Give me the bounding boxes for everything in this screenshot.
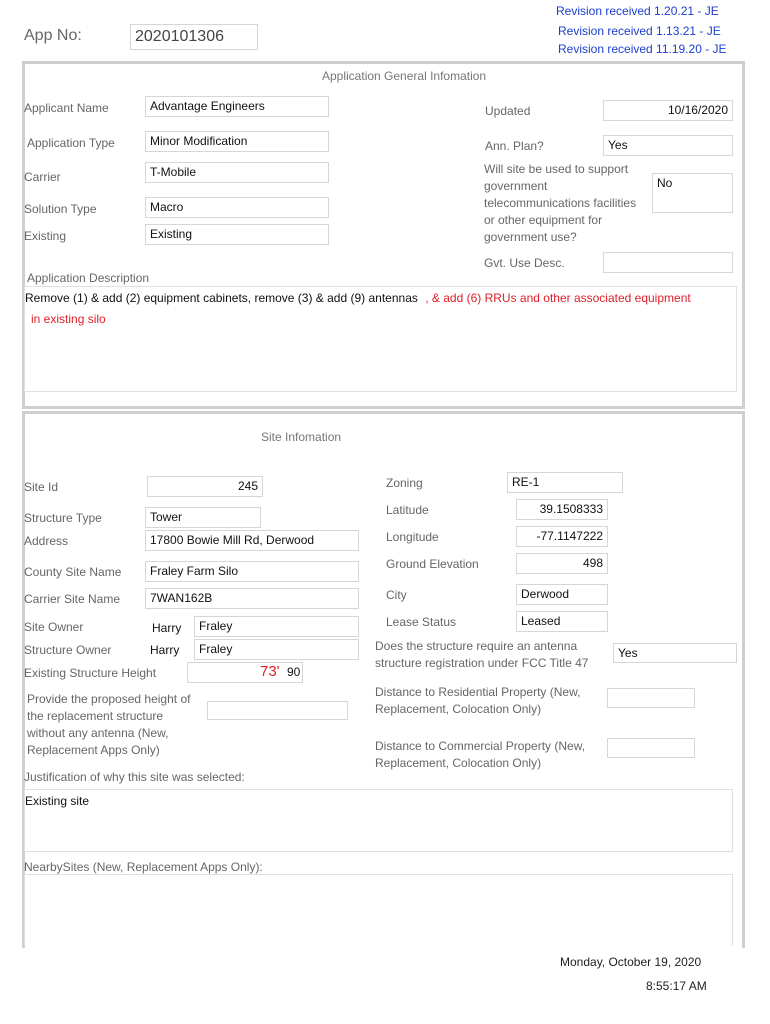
proposed-height-label: Provide the proposed height of the replacement structure without any antenna (New, Replacement Apps Only)	[27, 692, 191, 757]
existing-field[interactable]: Existing	[145, 224, 329, 245]
county-site-name-label: County Site Name	[24, 565, 122, 579]
zoning-label: Zoning	[386, 476, 423, 490]
city-label: City	[386, 588, 407, 602]
gvt-use-desc-label: Gvt. Use Desc.	[484, 256, 565, 270]
app-no-field[interactable]: 2020101306	[130, 24, 258, 50]
city-field[interactable]: Derwood	[516, 584, 608, 605]
carrier-site-name-field[interactable]: 7WAN162B	[145, 588, 359, 609]
applicant-name-label: Applicant Name	[24, 101, 109, 115]
structure-owner-handwritten: Harry	[150, 643, 180, 657]
solution-type-field[interactable]: Macro	[145, 197, 329, 218]
description-field[interactable]	[24, 286, 737, 392]
description-handwritten-addition-2: in existing silo	[31, 312, 106, 326]
application-type-label: Application Type	[27, 136, 115, 150]
revision-note-1: Revision received 1.20.21 - JE	[556, 4, 719, 18]
revision-note-3: Revision received 11.19.20 - JE	[558, 42, 727, 56]
updated-label: Updated	[485, 104, 531, 118]
fcc-registration-label: Does the structure require an antenna structure registration under FCC Title 47	[375, 639, 589, 670]
solution-type-label: Solution Type	[24, 202, 97, 216]
structure-type-label: Structure Type	[24, 511, 102, 525]
structure-owner-field[interactable]: Fraley	[194, 639, 359, 660]
footer-time: 8:55:17 AM	[646, 979, 707, 993]
lease-status-field[interactable]: Leased	[516, 611, 608, 632]
longitude-field[interactable]: -77.1147222	[516, 526, 608, 547]
lease-status-label: Lease Status	[386, 615, 457, 629]
address-label: Address	[24, 534, 69, 548]
justification-label: Justification of why this site was selected:	[24, 770, 245, 784]
footer-date: Monday, October 19, 2020	[560, 955, 702, 969]
site-id-label: Site Id	[24, 480, 59, 494]
existing-height-field[interactable]: 90	[187, 662, 303, 683]
nearby-sites-field[interactable]	[24, 874, 733, 946]
existing-label: Existing	[24, 229, 67, 243]
updated-field[interactable]: 10/16/2020	[603, 100, 733, 121]
latitude-label: Latitude	[386, 503, 429, 517]
description-label: Application Description	[27, 271, 150, 285]
applicant-name-field[interactable]: Advantage Engineers	[145, 96, 329, 117]
structure-owner-label: Structure Owner	[24, 643, 112, 657]
gov-use-label: Will site be used to support government telecommunications facilities or other equipment for government use?	[484, 162, 637, 244]
address-field[interactable]: 17800 Bowie Mill Rd, Derwood	[145, 530, 359, 551]
dist-commercial-field[interactable]	[607, 738, 695, 758]
site-owner-field[interactable]: Fraley	[194, 616, 359, 637]
existing-height-label: Existing Structure Height	[24, 666, 157, 680]
carrier-label: Carrier	[24, 170, 61, 184]
general-info-title: Application General Infomation	[322, 69, 487, 83]
app-no-label: App No:	[24, 27, 82, 44]
ann-plan-field[interactable]: Yes	[603, 135, 733, 156]
ground-elevation-field[interactable]: 498	[516, 553, 608, 574]
gvt-use-desc-field[interactable]	[603, 252, 733, 273]
structure-type-field[interactable]: Tower	[145, 507, 261, 528]
description-text: Remove (1) & add (2) equipment cabinets, remove (3) & add (9) antennas	[25, 291, 418, 305]
existing-height-handwritten: 73'	[260, 663, 280, 680]
dist-commercial-label: Distance to Commercial Property (New, Replacement, Colocation Only)	[375, 739, 586, 770]
site-id-field[interactable]: 245	[147, 476, 263, 497]
site-owner-handwritten: Harry	[152, 621, 182, 635]
zoning-field[interactable]: RE-1	[507, 472, 623, 493]
description-handwritten-addition: , & add (6) RRUs and other associated equipment	[425, 291, 691, 305]
site-info-title: Site Infomation	[261, 430, 342, 444]
ground-elevation-label: Ground Elevation	[386, 557, 479, 571]
dist-residential-label: Distance to Residential Property (New, Replacement, Colocation Only)	[375, 685, 581, 716]
ann-plan-label: Ann. Plan?	[485, 139, 544, 153]
justification-field[interactable]: Existing site	[24, 789, 733, 852]
gov-use-field[interactable]: No	[652, 173, 733, 213]
dist-residential-field[interactable]	[607, 688, 695, 708]
application-type-field[interactable]: Minor Modification	[145, 131, 329, 152]
revision-note-2: Revision received 1.13.21 - JE	[558, 24, 721, 38]
longitude-label: Longitude	[386, 530, 439, 544]
fcc-registration-field[interactable]: Yes	[613, 643, 737, 663]
carrier-site-name-label: Carrier Site Name	[24, 592, 121, 606]
latitude-field[interactable]: 39.1508333	[516, 499, 608, 520]
county-site-name-field[interactable]: Fraley Farm Silo	[145, 561, 359, 582]
carrier-field[interactable]: T-Mobile	[145, 162, 329, 183]
site-owner-label: Site Owner	[24, 620, 84, 634]
nearby-sites-label: NearbySites (New, Replacement Apps Only):	[24, 860, 263, 874]
proposed-height-field[interactable]	[207, 701, 348, 720]
